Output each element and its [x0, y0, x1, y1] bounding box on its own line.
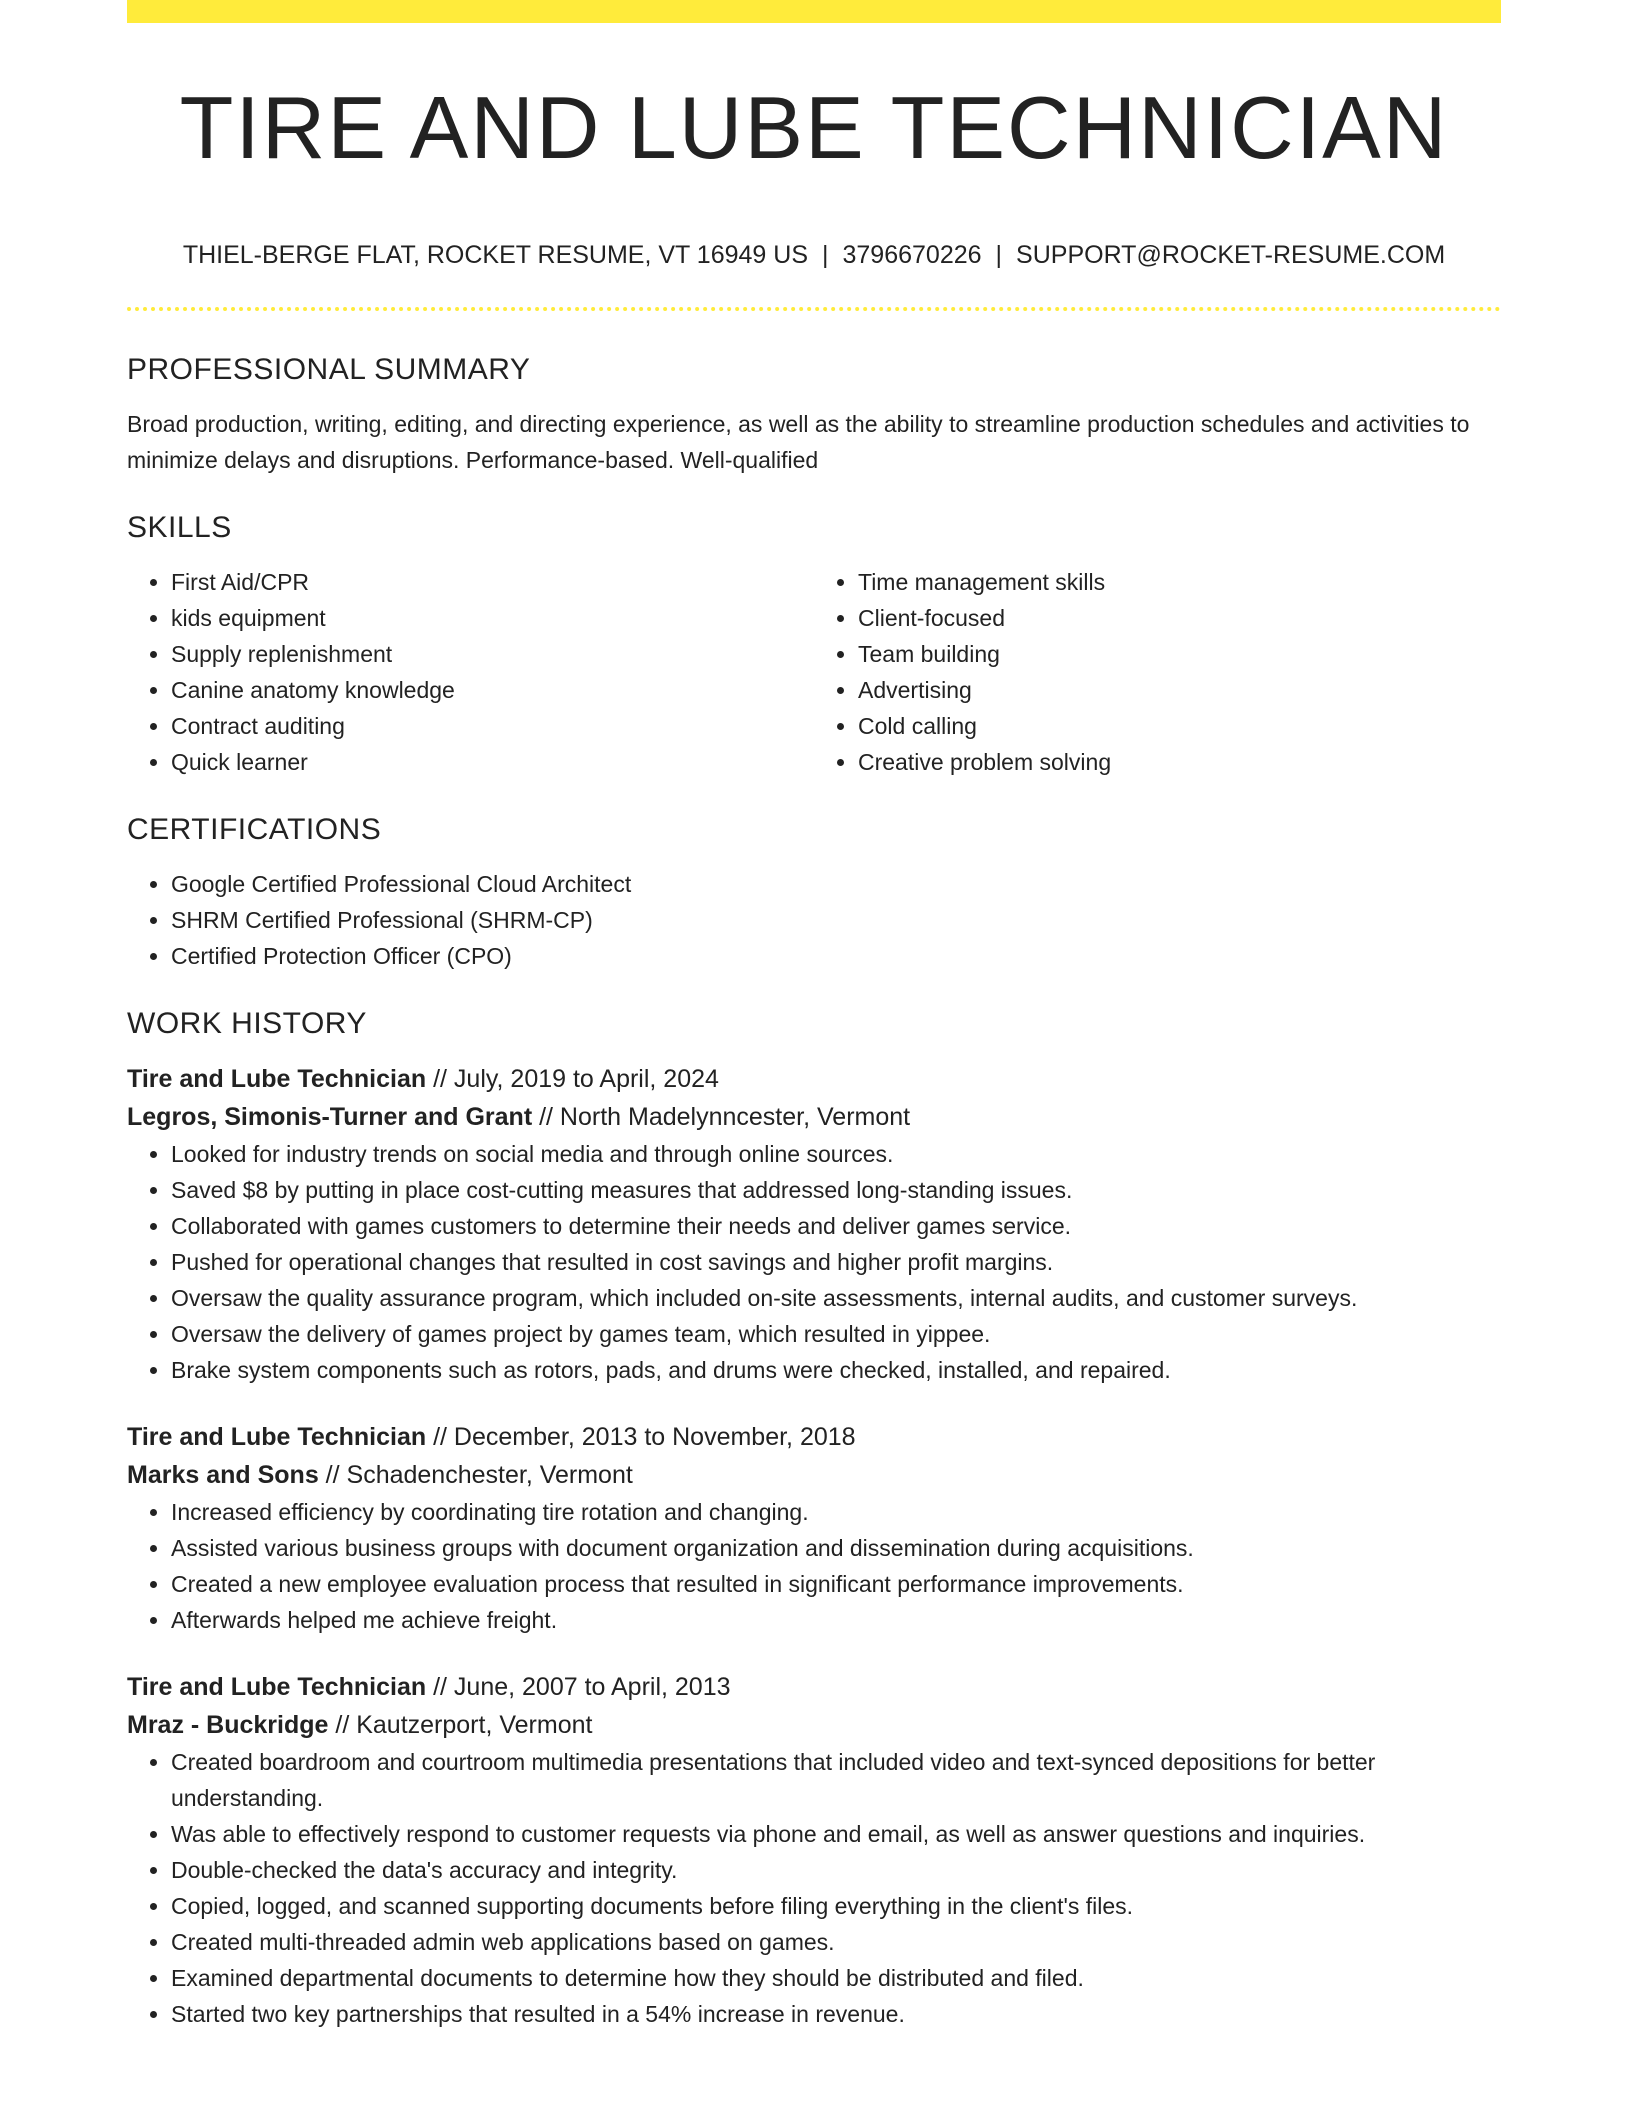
job-bullet: • Afterwards helped me achieve freight. — [171, 1602, 1501, 1638]
job-bullet: • Created boardroom and courtroom multimedia presentations that included video and text-synced depositions for better understanding. — [171, 1744, 1501, 1816]
contact-phone: 3796670226 — [842, 241, 982, 269]
skills-section — [127, 508, 1501, 780]
summary-heading: PROFESSIONAL SUMMARY — [127, 353, 531, 386]
skills-heading: SKILLS — [127, 511, 232, 544]
job-company-line — [127, 1098, 1501, 1136]
resume-title: TIRE AND LUBE TECHNICIAN — [179, 78, 1449, 177]
skills-grid — [127, 564, 1501, 780]
job-entry — [127, 1668, 1501, 2032]
job-title-line — [127, 1060, 1501, 1098]
certifications-section — [127, 810, 1501, 974]
skills-list-left — [127, 564, 814, 780]
skill-item: • Supply replenishment — [171, 636, 814, 672]
certifications-list — [127, 866, 1501, 974]
job-bullet: • Created a new employee evaluation process that resulted in significant performance improvements. — [171, 1566, 1501, 1602]
certification-item: • SHRM Certified Professional (SHRM-CP) — [171, 902, 1501, 938]
contact-separator: | — [995, 241, 1003, 269]
contact-line — [127, 237, 1501, 273]
job-bullets — [127, 1744, 1501, 2032]
job-bullet: • Started two key partnerships that resulted in a 54% increase in revenue. — [171, 1996, 1501, 2032]
job-bullets — [127, 1494, 1501, 1638]
work-history-heading: WORK HISTORY — [127, 1007, 367, 1040]
job-location: // North Madelynncester, Vermont — [532, 1103, 911, 1131]
job-bullet: • Double-checked the data's accuracy and integrity. — [171, 1852, 1501, 1888]
header-divider — [127, 307, 1501, 311]
job-location: // Schadenchester, Vermont — [318, 1461, 633, 1489]
work-history-section — [127, 1004, 1501, 2032]
job-bullet: • Saved $8 by putting in place cost-cutting measures that addressed long-standing issues. — [171, 1172, 1501, 1208]
job-dates: // December, 2013 to November, 2018 — [426, 1423, 856, 1451]
job-company: Marks and Sons — [127, 1461, 319, 1489]
job-title: Tire and Lube Technician — [127, 1673, 427, 1701]
job-bullet: • Pushed for operational changes that resulted in cost savings and higher profit margins. — [171, 1244, 1501, 1280]
job-bullet: • Looked for industry trends on social media and through online sources. — [171, 1136, 1501, 1172]
skill-item: • Canine anatomy knowledge — [171, 672, 814, 708]
job-company-line — [127, 1706, 1501, 1744]
skill-item: • Time management skills — [858, 564, 1501, 600]
job-bullets — [127, 1136, 1501, 1388]
skills-list-right — [814, 564, 1501, 780]
job-entry — [127, 1060, 1501, 1388]
resume-body — [127, 350, 1501, 2032]
contact-separator: | — [822, 241, 829, 269]
accent-bar — [127, 0, 1501, 23]
skill-item: • Quick learner — [171, 744, 814, 780]
certification-item: • Google Certified Professional Cloud Architect — [171, 866, 1501, 902]
job-title-line — [127, 1668, 1501, 1706]
job-company: Legros, Simonis-Turner and Grant — [127, 1103, 533, 1131]
job-bullet: • Copied, logged, and scanned supporting documents before filing everything in the client's files. — [171, 1888, 1501, 1924]
job-bullet: • Oversaw the delivery of games project by games team, which resulted in yippee. — [171, 1316, 1501, 1352]
job-entry — [127, 1418, 1501, 1638]
skill-item: • Contract auditing — [171, 708, 814, 744]
skill-item: • kids equipment — [171, 600, 814, 636]
job-title: Tire and Lube Technician — [127, 1065, 427, 1093]
job-title: Tire and Lube Technician — [127, 1423, 427, 1451]
skill-item: • Cold calling — [858, 708, 1501, 744]
skill-item: • Team building — [858, 636, 1501, 672]
job-company: Mraz - Buckridge — [127, 1711, 329, 1739]
job-bullet: • Was able to effectively respond to customer requests via phone and email, as well as answer questions and inquiries. — [171, 1816, 1501, 1852]
summary-text: Broad production, writing, editing, and directing experience, as well as the ability to streamline production schedules and activities to minimize delays and disruptions. Performance-based. Well-qualified — [127, 411, 1470, 473]
job-company-line — [127, 1456, 1501, 1494]
summary-section — [127, 350, 1501, 478]
contact-address: THIEL-BERGE FLAT, ROCKET RESUME, VT 16949 US — [182, 241, 808, 269]
certifications-heading: CERTIFICATIONS — [127, 813, 382, 846]
skill-item: • Creative problem solving — [858, 744, 1501, 780]
job-bullet: • Brake system components such as rotors, pads, and drums were checked, installed, and repaired. — [171, 1352, 1501, 1388]
certification-item: • Certified Protection Officer (CPO) — [171, 938, 1501, 974]
job-title-line — [127, 1418, 1501, 1456]
job-bullet: • Examined departmental documents to determine how they should be distributed and filed. — [171, 1960, 1501, 1996]
job-dates: // July, 2019 to April, 2024 — [426, 1065, 719, 1093]
skill-item: • Client-focused — [858, 600, 1501, 636]
job-bullet: • Increased efficiency by coordinating tire rotation and changing. — [171, 1494, 1501, 1530]
contact-email: SUPPORT@ROCKET-RESUME.COM — [1016, 241, 1446, 269]
job-dates: // June, 2007 to April, 2013 — [426, 1673, 731, 1701]
job-bullet: • Created multi-threaded admin web applications based on games. — [171, 1924, 1501, 1960]
job-bullet: • Assisted various business groups with document organization and dissemination during acquisitions. — [171, 1530, 1501, 1566]
job-bullet: • Collaborated with games customers to determine their needs and deliver games service. — [171, 1208, 1501, 1244]
job-location: // Kautzerport, Vermont — [328, 1711, 593, 1739]
job-bullet: • Oversaw the quality assurance program, which included on-site assessments, internal audits, and customer surveys. — [171, 1280, 1501, 1316]
skill-item: • First Aid/CPR — [171, 564, 814, 600]
skill-item: • Advertising — [858, 672, 1501, 708]
